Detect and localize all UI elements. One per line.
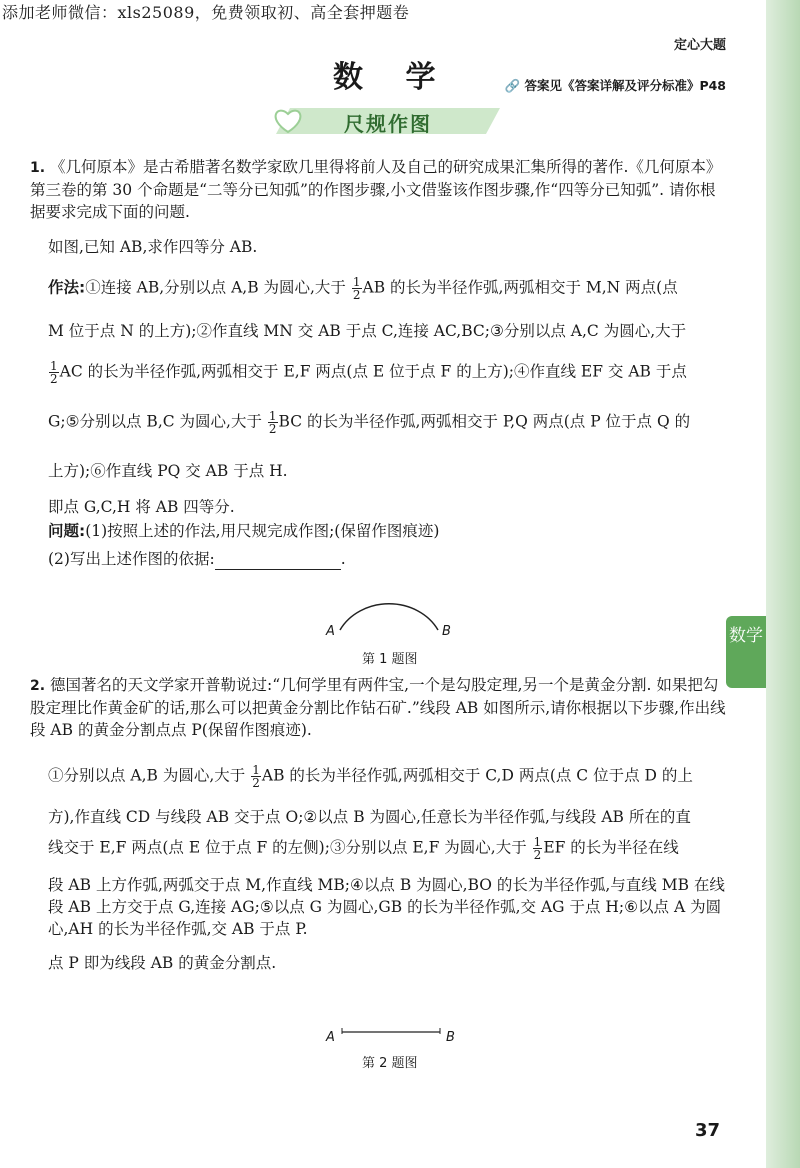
q1-intro: 1. 《几何原本》是古希腊著名数学家欧几里得将前人及自己的研究成果汇集所得的著作.《几何原本》第三卷的第 30 个命题是“二等分已知弧”的作图步骤,小文借鉴该作图步骤,作“四等分已知弧”. 请你根据要求完成下面的问题. <box>30 158 722 221</box>
q2-figure-caption: 第 2 题图 <box>362 1056 418 1071</box>
page-number: 37 <box>694 1120 720 1141</box>
q1-given: 如图,已知 AB,求作四等分 AB. <box>48 238 258 256</box>
q1-method-line1: 作法:①连接 AB,分别以点 A,B 为圆心,大于 $\frac{1}{2}$ AB 的长为半径作弧,两弧相交于 M,N 两点(点 <box>48 275 678 302</box>
watermark-text: 添加老师微信：xls25089，免费领取初、高全套押题卷 <box>2 3 410 22</box>
q2-step-line1: ①分别以点 A,B 为圆心,大于 $\frac{1}{2}$ AB 的长为半径作弧,两弧相交于 C,D 两点(点 C 位于点 D 的上 <box>48 763 693 790</box>
q2-step-rest: 段 AB 上方作弧,两弧交于点 M,作直线 MB;④以点 B 为圆心,BO 的长为半径作弧,与直线 MB 在线段 AB 上方交于点 G,连接 AG;⑤以点 G 为圆心,GB 的长为半径作弧,交 AG 于点 H;⑥以点 A 为圆心,AH 的长为半径作弧,交 AB 于点 P. <box>48 876 725 938</box>
header-label: 定心大题 <box>673 38 726 53</box>
q2-label-a: A <box>326 1030 335 1045</box>
q2-label-b: B <box>446 1030 455 1045</box>
page-title: 数 学 <box>333 60 452 95</box>
q1-conclusion: 即点 G,C,H 将 AB 四等分. <box>48 498 235 516</box>
section-banner <box>270 104 510 138</box>
q1-method-line5: 上方);⑥作直线 PQ 交 AB 于点 H. <box>48 462 288 480</box>
fraction: $\frac{1}{2}$ <box>252 763 260 790</box>
q1-figure-caption: 第 1 题图 <box>362 652 418 667</box>
q1-method-line4: G;⑤分别以点 B,C 为圆心,大于 $\frac{1}{2}$ BC 的长为半径作弧,两弧相交于 P,Q 两点(点 P 位于点 Q 的 <box>48 409 691 436</box>
fraction: $\frac{1}{2}$ <box>50 359 58 386</box>
arc-ab <box>340 604 438 630</box>
answer-reference: 🔗 答案见《答案详解及评分标准》P48 <box>504 78 726 93</box>
answer-blank[interactable] <box>215 553 341 570</box>
q2-number: 2. <box>30 678 46 694</box>
link-icon: 🔗 <box>504 78 521 93</box>
subject-tab[interactable]: 数学 <box>726 616 766 688</box>
q1-method-line3: $\frac{1}{2}$ AC 的长为半径作弧,两弧相交于 E,F 两点(点 E 位于点 F 的上方);④作直线 EF 交 AB 于点 <box>50 359 687 386</box>
q2-intro: 2. 德国著名的天文学家开普勒说过:“几何学里有两件宝,一个是勾股定理,另一个是黄金分割. 如果把勾股定理比作黄金矿的话,那么可以把黄金分割比作钻石矿.”线段 AB 如图所示,请你根据以下步骤,作出线段 AB 的黄金分割点点 P(保留作图痕迹). <box>30 676 726 739</box>
q1-label-b: B <box>442 624 451 639</box>
q1-problem-1: 问题:(1)按照上述的作法,用尺规完成作图;(保留作图痕迹) <box>48 522 440 540</box>
q2-step-line2: 方),作直线 CD 与线段 AB 交于点 O;②以点 B 为圆心,任意长为半径作弧,与线段 AB 所在的直 <box>48 808 691 826</box>
section-title: 尺规作图 <box>344 112 432 136</box>
q2-step-line3: 线交于 E,F 两点(点 E 位于点 F 的左侧);③分别以点 E,F 为圆心,大于 $\frac{1}{2}$ EF 的长为半径在线 <box>48 835 679 862</box>
fraction: $\frac{1}{2}$ <box>268 409 277 436</box>
q1-method-line2: M 位于点 N 的上方);②作直线 MN 交 AB 于点 C,连接 AC,BC;③分别以点 A,C 为圆心,大于 <box>48 322 687 340</box>
q1-figure <box>320 578 460 648</box>
page-edge <box>766 0 800 1168</box>
fraction: $\frac{1}{2}$ <box>352 275 361 302</box>
q2-conclusion: 点 P 即为线段 AB 的黄金分割点. <box>48 954 277 972</box>
q1-label-a: A <box>326 624 335 639</box>
q2-figure <box>336 1026 446 1038</box>
q1-problem-2: (2)写出上述作图的依据: . <box>48 550 346 568</box>
q1-number: 1. <box>30 160 46 176</box>
fraction: $\frac{1}{2}$ <box>533 835 542 862</box>
